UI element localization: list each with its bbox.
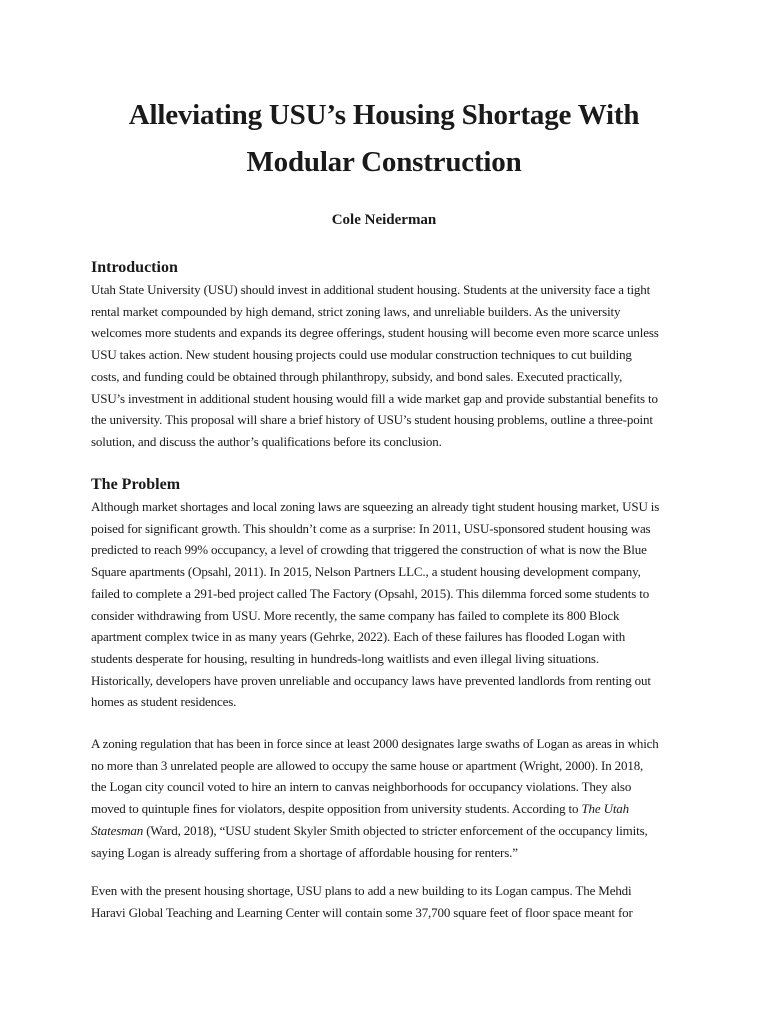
publication-title: The Utah: [581, 801, 629, 817]
text-line: Historically, developers have proven unreliable and occupancy laws have prevented landlords from renting out: [91, 672, 651, 688]
paragraph-introduction: [91, 279, 679, 453]
text-line: welcomes more students and expands its degree offerings, student housing will become even more scarce unless: [91, 325, 659, 341]
text-line: USU takes action. New student housing projects could use modular construction techniques to cut building: [91, 347, 632, 363]
section-heading-the-problem: The Problem: [91, 476, 181, 493]
text-line: Haravi Global Teaching and Learning Center will contain some 37,700 square feet of floor space meant for: [91, 904, 633, 920]
text-line: Utah State University (USU) should invest in additional student housing. Students at the university face a tight: [91, 282, 651, 297]
text-line: Square apartments (Opsahl, 2011). In 2015, Nelson Partners LLC., a student housing development company,: [91, 564, 641, 580]
text-line: rental market compounded by high demand, strict zoning laws, and unreliable builders. As the university: [91, 303, 621, 319]
text-line: the university. This proposal will share a brief history of USU’s student housing problems, outline a three-point: [91, 412, 653, 428]
publication-title: Statesman: [91, 822, 144, 838]
text-line: Even with the present housing shortage, USU plans to add a new building to its Logan campus. The Mehdi: [91, 883, 632, 898]
paragraph-problem-3: [91, 880, 679, 923]
text-line: A zoning regulation that has been in force since at least 2000 designates large swaths of Logan as areas in which: [91, 736, 659, 751]
text-segment: (Ward, 2018), “USU student Skyler Smith objected to stricter enforcement of the occupancy limits,: [143, 822, 648, 838]
section-heading-introduction: Introduction: [91, 259, 178, 276]
title-line-2: Modular Construction: [246, 146, 522, 178]
text-line: homes as student residences.: [91, 694, 237, 710]
paragraph-problem-2: [91, 733, 679, 863]
paragraph-problem-1: [91, 496, 679, 713]
text-line: the Logan city council voted to hire an intern to canvas neighborhoods for occupancy violations. They also: [91, 779, 632, 795]
text-line: no more than 3 unrelated people are allowed to occupy the same house or apartment (Wright, 2000). In 2018,: [91, 757, 644, 773]
text-line: consider withdrawing from USU. More recently, the same company has failed to complete its 800 Block: [91, 607, 620, 623]
title-line-1: Alleviating USU’s Housing Shortage With: [128, 99, 640, 131]
text-line: [91, 820, 679, 842]
text-line: failed to complete a 291-bed project called The Factory (Opsahl, 2015). This dilemma forced some students to: [91, 585, 650, 601]
text-line: [91, 798, 679, 820]
text-line: students desperate for housing, resulting in hundreds-long waitlists and even illegal living situations.: [91, 650, 599, 666]
text-line: USU’s investment in additional student housing would fill a wide market gap and provide substantial benefits to: [91, 390, 658, 406]
text-segment: moved to quintuple fines for violators, despite opposition from university students. According to: [91, 801, 579, 817]
text-line: apartment complex twice in as many years (Gehrke, 2022). Each of these failures has flooded Logan with: [91, 629, 626, 645]
text-line: poised for significant growth. This shouldn’t come as a surprise: In 2011, USU-sponsored student housing was: [91, 520, 651, 536]
author-name: Cole Neiderman: [331, 212, 437, 228]
text-line: Although market shortages and local zoning laws are squeezing an already tight student housing market, USU is: [91, 499, 660, 514]
text-line: costs, and funding could be obtained through philanthropy, subsidy, and bond sales. Executed practically,: [91, 368, 623, 384]
text-line: predicted to reach 99% occupancy, a level of crowding that triggered the construction of what is now the Blue: [91, 542, 647, 558]
text-line: saying Logan is already suffering from a shortage of affordable housing for renters.”: [91, 844, 518, 860]
text-line: solution, and discuss the author’s qualifications before its conclusion.: [91, 433, 442, 449]
document-title: [60, 92, 708, 186]
